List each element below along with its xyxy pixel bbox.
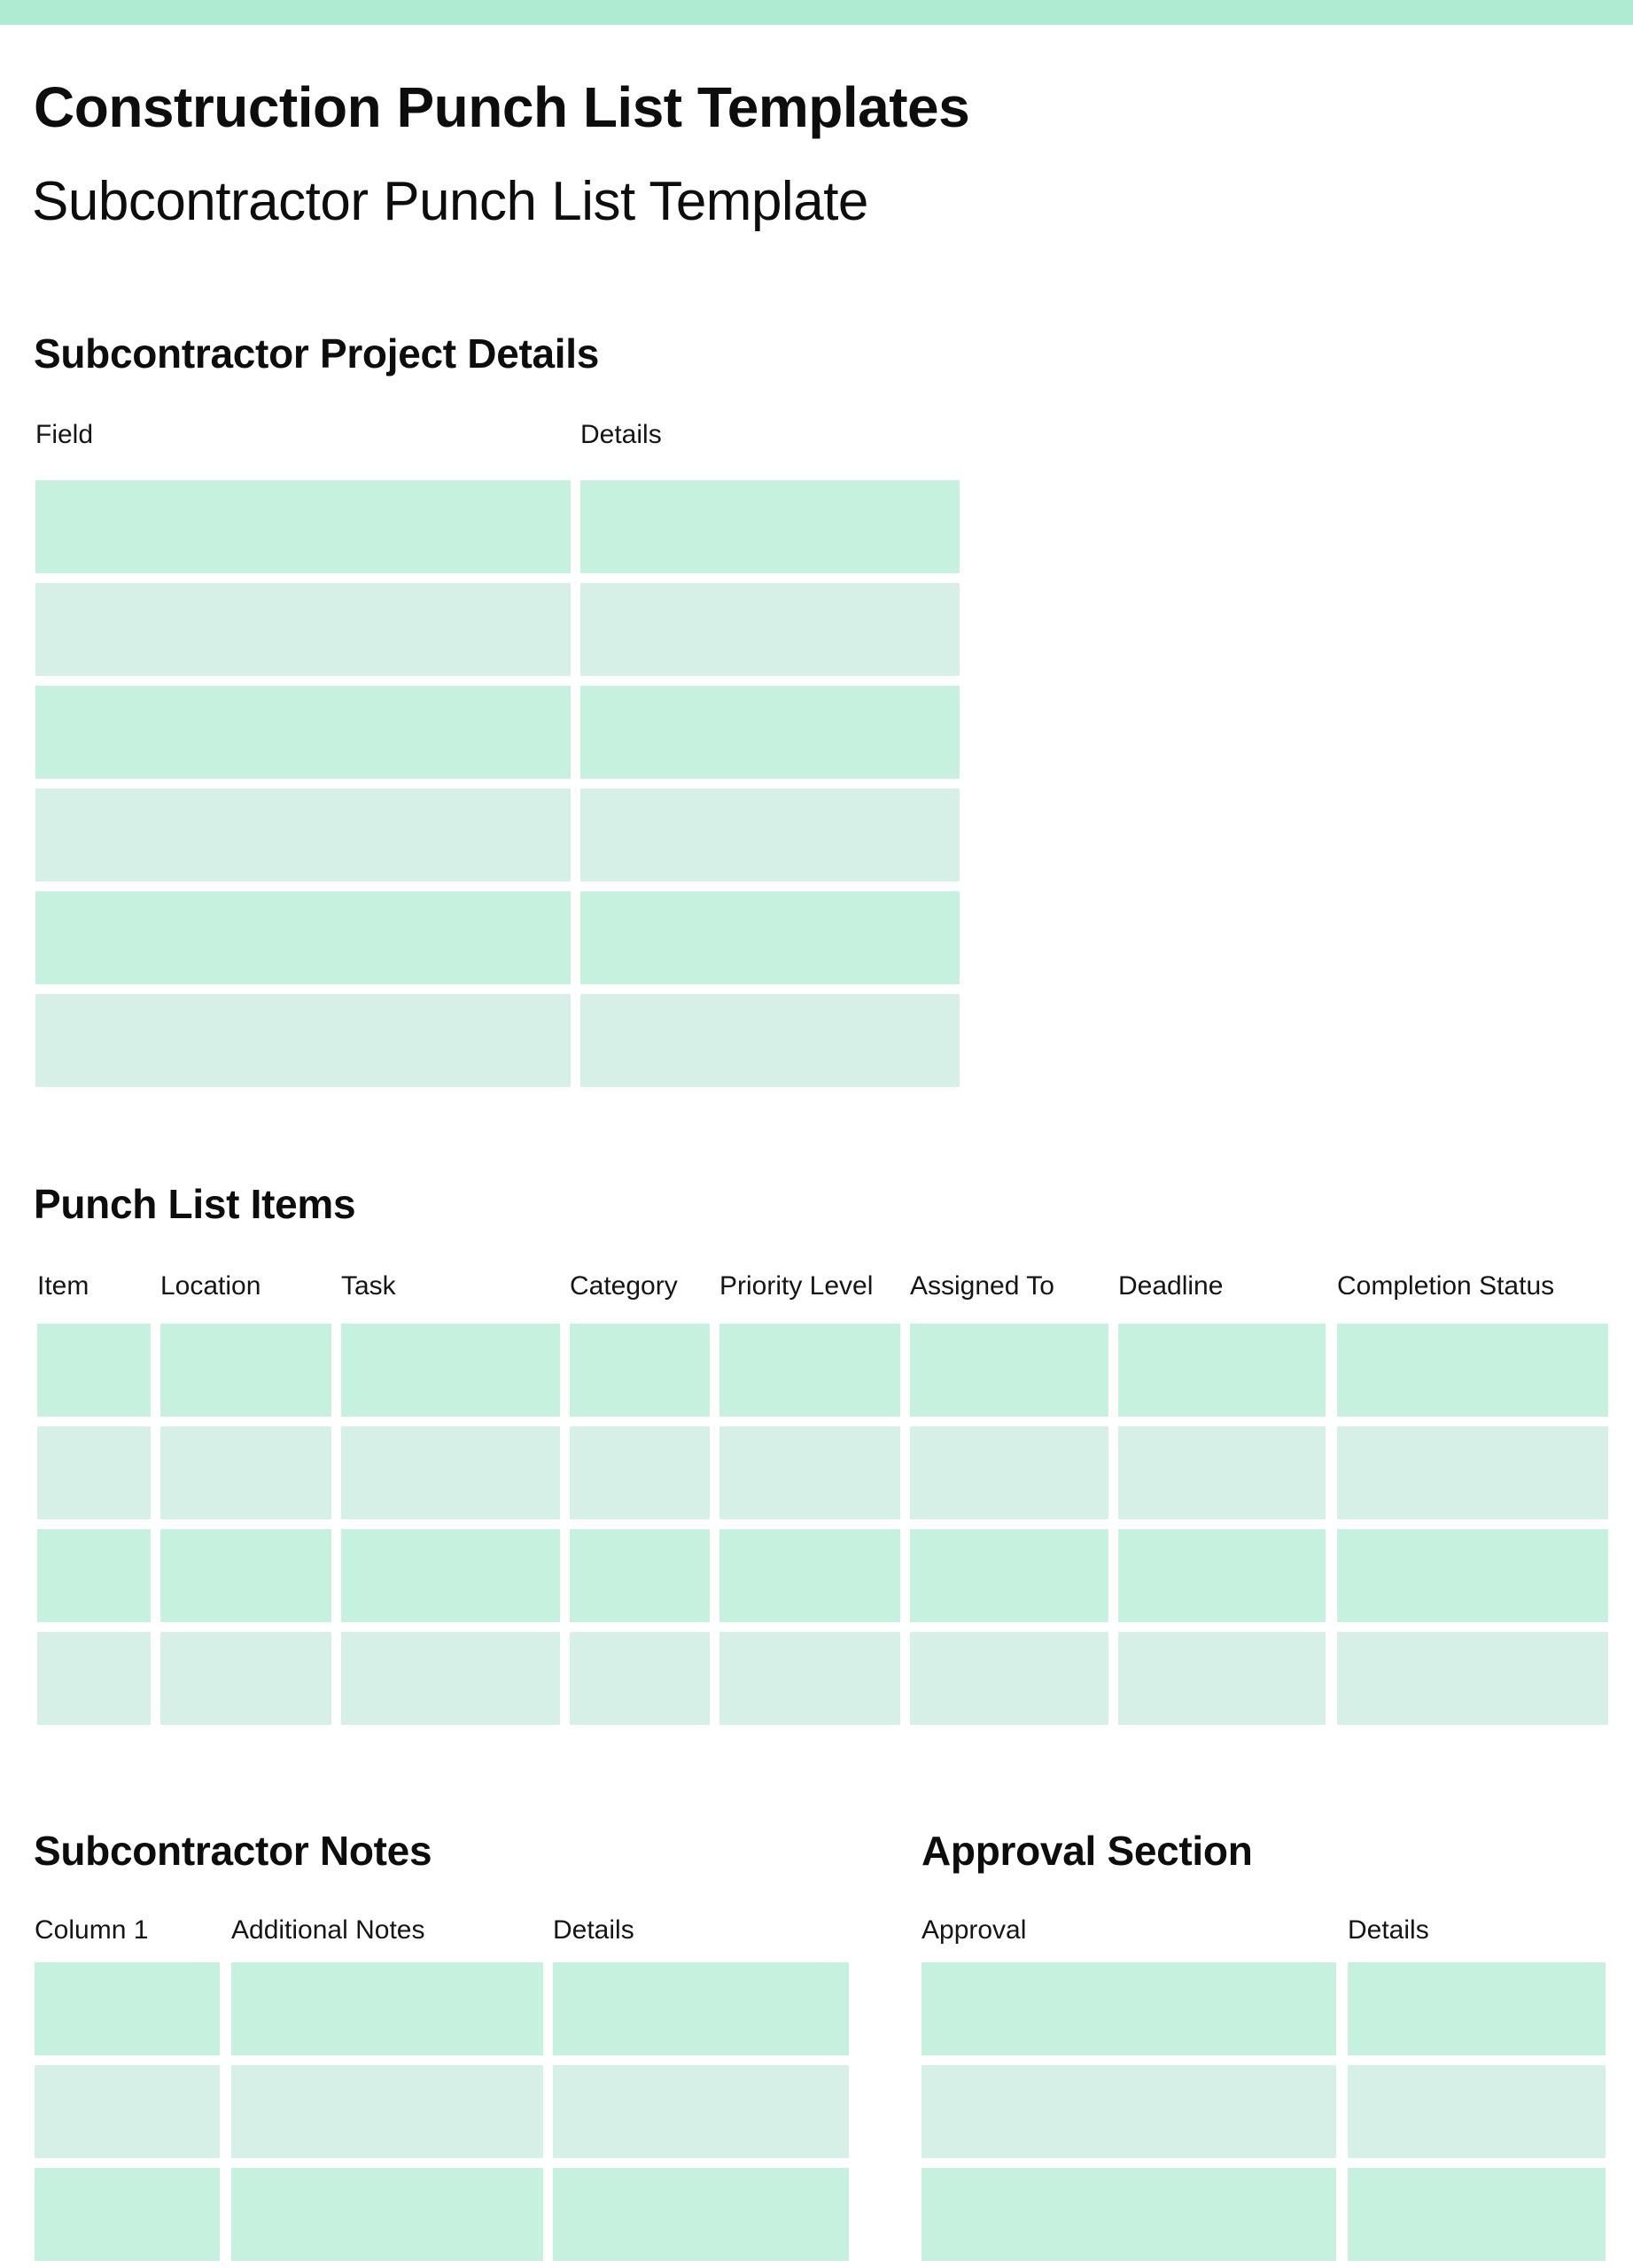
table-cell-placeholder — [580, 994, 960, 1087]
column-header-column-1: Column 1 — [35, 1915, 149, 1945]
table-cell-placeholder — [553, 1962, 849, 2055]
table-cell-placeholder — [160, 1632, 331, 1725]
table-cell-placeholder — [921, 1962, 1336, 2055]
column-header-deadline: Deadline — [1118, 1271, 1224, 1301]
table-cell-placeholder — [1118, 1324, 1326, 1417]
table-cell-placeholder — [570, 1632, 710, 1725]
table-cell-placeholder — [231, 1962, 543, 2055]
table-cell-placeholder — [160, 1426, 331, 1519]
column-header-details: Details — [580, 420, 662, 449]
column-header-category: Category — [570, 1271, 678, 1301]
table-cell-placeholder — [580, 788, 960, 882]
table-cell-placeholder — [37, 1426, 151, 1519]
table-cell-placeholder — [37, 1529, 151, 1622]
table-cell-placeholder — [921, 2168, 1336, 2261]
table-cell-placeholder — [910, 1529, 1108, 1622]
table-cell-placeholder — [231, 2065, 543, 2158]
table-cell-placeholder — [1337, 1632, 1608, 1725]
table-cell-placeholder — [580, 686, 960, 779]
table-cell-placeholder — [35, 1962, 220, 2055]
table-cell-placeholder — [1337, 1324, 1608, 1417]
section-heading-approval-section: Approval Section — [921, 1828, 1253, 1874]
table-cell-placeholder — [35, 480, 571, 573]
table-cell-placeholder — [1348, 2168, 1606, 2261]
table-cell-placeholder — [1118, 1426, 1326, 1519]
table-cell-placeholder — [580, 480, 960, 573]
column-header-details: Details — [553, 1915, 634, 1945]
table-cell-placeholder — [341, 1529, 560, 1622]
column-header-field: Field — [35, 420, 94, 449]
column-header-completion-status: Completion Status — [1337, 1271, 1555, 1301]
table-cell-placeholder — [37, 1324, 151, 1417]
table-cell-placeholder — [719, 1324, 900, 1417]
column-header-approval: Approval — [921, 1915, 1027, 1945]
table-cell-placeholder — [580, 583, 960, 676]
column-header-task: Task — [341, 1271, 396, 1301]
table-cell-placeholder — [160, 1529, 331, 1622]
table-cell-placeholder — [921, 2065, 1336, 2158]
table-cell-placeholder — [570, 1324, 710, 1417]
column-header-priority-level: Priority Level — [719, 1271, 874, 1301]
column-header-details: Details — [1348, 1915, 1429, 1945]
table-cell-placeholder — [160, 1324, 331, 1417]
table-cell-placeholder — [719, 1426, 900, 1519]
table-cell-placeholder — [1118, 1632, 1326, 1725]
section-heading-punch-list-items: Punch List Items — [34, 1181, 356, 1227]
table-cell-placeholder — [1348, 1962, 1606, 2055]
table-cell-placeholder — [570, 1426, 710, 1519]
table-cell-placeholder — [35, 994, 571, 1087]
column-header-item: Item — [37, 1271, 89, 1301]
table-cell-placeholder — [231, 2168, 543, 2261]
table-cell-placeholder — [570, 1529, 710, 1622]
top-accent-bar — [0, 0, 1633, 25]
section-heading-project-details: Subcontractor Project Details — [34, 330, 600, 377]
page-title: Construction Punch List Templates — [34, 75, 970, 139]
table-cell-placeholder — [910, 1426, 1108, 1519]
column-header-assigned-to: Assigned To — [910, 1271, 1054, 1301]
table-cell-placeholder — [719, 1632, 900, 1725]
table-cell-placeholder — [1348, 2065, 1606, 2158]
page-subtitle: Subcontractor Punch List Template — [32, 171, 868, 232]
table-cell-placeholder — [35, 891, 571, 984]
table-cell-placeholder — [35, 788, 571, 882]
table-cell-placeholder — [37, 1632, 151, 1725]
table-cell-placeholder — [1118, 1529, 1326, 1622]
section-heading-subcontractor-notes: Subcontractor Notes — [34, 1828, 432, 1874]
table-cell-placeholder — [341, 1632, 560, 1725]
table-cell-placeholder — [35, 583, 571, 676]
table-cell-placeholder — [553, 2065, 849, 2158]
table-cell-placeholder — [35, 2168, 220, 2261]
table-cell-placeholder — [719, 1529, 900, 1622]
table-cell-placeholder — [35, 2065, 220, 2158]
table-cell-placeholder — [1337, 1529, 1608, 1622]
table-cell-placeholder — [553, 2168, 849, 2261]
table-cell-placeholder — [341, 1324, 560, 1417]
table-cell-placeholder — [910, 1632, 1108, 1725]
column-header-location: Location — [160, 1271, 261, 1301]
column-header-additional-notes: Additional Notes — [231, 1915, 425, 1945]
table-cell-placeholder — [910, 1324, 1108, 1417]
table-cell-placeholder — [1337, 1426, 1608, 1519]
table-cell-placeholder — [341, 1426, 560, 1519]
table-cell-placeholder — [35, 686, 571, 779]
table-cell-placeholder — [580, 891, 960, 984]
